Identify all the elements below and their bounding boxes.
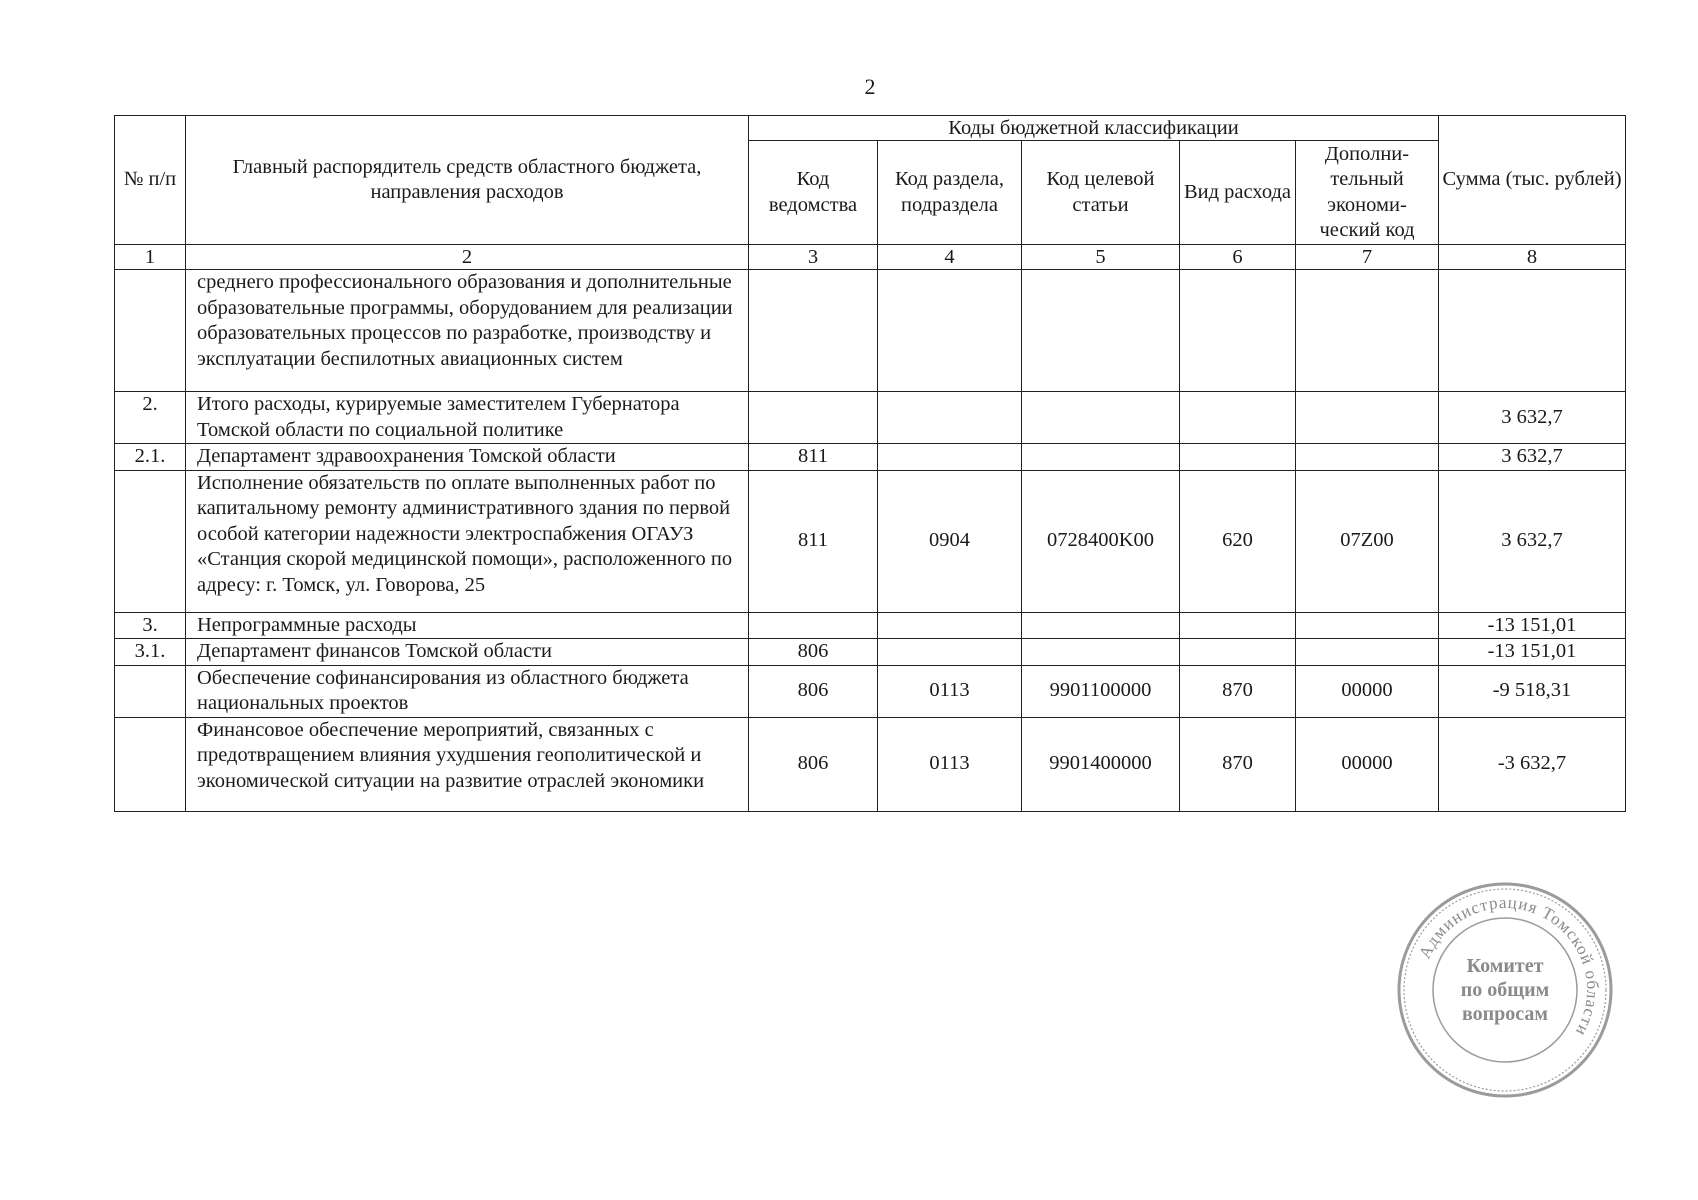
dop-code-cell: 00000 — [1296, 665, 1439, 717]
description-cell: Обеспечение софинансирования из областного бюджета национальных проектов — [186, 665, 749, 717]
stamp-outer-text: Администрация Томской области — [1415, 892, 1603, 1040]
table-row — [115, 717, 1626, 811]
column-number: 7 — [1296, 245, 1439, 270]
description-cell: Финансовое обеспечение мероприятий, связанных с предотвращением влияния ухудшения геополитической и экономической ситуации на развитие отраслей экономики — [186, 717, 749, 811]
dop-code-cell — [1296, 392, 1439, 444]
vid-code-cell — [1180, 392, 1296, 444]
cel-code-cell — [1022, 444, 1180, 471]
column-number: 8 — [1439, 245, 1626, 270]
cel-code-cell: 9901100000 — [1022, 665, 1180, 717]
sum-cell: 3 632,7 — [1439, 392, 1626, 444]
cel-code-cell — [1022, 270, 1180, 392]
dop-code-cell — [1296, 612, 1439, 639]
header-razdel: Код раздела, подраздела — [878, 141, 1022, 245]
cel-code-cell: 0728400K00 — [1022, 470, 1180, 612]
ved-code-cell — [749, 612, 878, 639]
description-cell: Исполнение обязательств по оплате выполненных работ по капитальному ремонту административного здания по первой особой категории надежности электроспабжения ОГАУЗ «Станция скорой медицинской помощи», расположенного по адресу: г. Томск, ул. Говорова, 25 — [186, 470, 749, 612]
description-cell: Итого расходы, курируемые заместителем Губернатора Томской области по социальной политике — [186, 392, 749, 444]
header-cel: Код целевой статьи — [1022, 141, 1180, 245]
cel-code-cell — [1022, 392, 1180, 444]
row-number-cell — [115, 717, 186, 811]
header-vid: Вид расхода — [1180, 141, 1296, 245]
vid-code-cell — [1180, 270, 1296, 392]
column-number: 1 — [115, 245, 186, 270]
budget-table — [114, 115, 1626, 812]
header-desc: Главный распорядитель средств областного бюджета, направления расходов — [186, 116, 749, 245]
ved-code-cell: 811 — [749, 470, 878, 612]
razdel-code-cell — [878, 392, 1022, 444]
sum-cell: 3 632,7 — [1439, 470, 1626, 612]
razdel-code-cell — [878, 639, 1022, 666]
column-number: 3 — [749, 245, 878, 270]
table-row — [115, 665, 1626, 717]
column-number: 6 — [1180, 245, 1296, 270]
header-dop: Дополни-тельный экономи-ческий код — [1296, 141, 1439, 245]
description-cell: среднего профессионального образования и дополнительные образовательные программы, оборудованием для реализации образовательных процессов по разработке, производству и эксплуатации беспилотных авиационных систем — [186, 270, 749, 392]
razdel-code-cell — [878, 612, 1022, 639]
row-number-cell — [115, 270, 186, 392]
ved-code-cell — [749, 392, 878, 444]
row-number-cell — [115, 665, 186, 717]
vid-code-cell: 620 — [1180, 470, 1296, 612]
description-cell: Департамент финансов Томской области — [186, 639, 749, 666]
ved-code-cell: 806 — [749, 665, 878, 717]
row-number-cell: 3.1. — [115, 639, 186, 666]
official-stamp — [1395, 880, 1615, 1100]
vid-code-cell: 870 — [1180, 717, 1296, 811]
header-group-codes: Коды бюджетной классификации — [749, 116, 1439, 141]
table-row — [115, 612, 1626, 639]
sum-cell: -13 151,01 — [1439, 639, 1626, 666]
sum-cell: -3 632,7 — [1439, 717, 1626, 811]
ved-code-cell: 811 — [749, 444, 878, 471]
row-number-cell: 3. — [115, 612, 186, 639]
table-row — [115, 444, 1626, 471]
dop-code-cell: 00000 — [1296, 717, 1439, 811]
ved-code-cell — [749, 270, 878, 392]
ved-code-cell: 806 — [749, 639, 878, 666]
razdel-code-cell — [878, 444, 1022, 471]
page-number: 2 — [864, 74, 876, 99]
sum-cell — [1439, 270, 1626, 392]
vid-code-cell: 870 — [1180, 665, 1296, 717]
sum-cell: -9 518,31 — [1439, 665, 1626, 717]
sum-cell: 3 632,7 — [1439, 444, 1626, 471]
vid-code-cell — [1180, 612, 1296, 639]
ved-code-cell: 806 — [749, 717, 878, 811]
vid-code-cell — [1180, 639, 1296, 666]
cel-code-cell — [1022, 612, 1180, 639]
stamp-inner-line: по общим — [1460, 979, 1550, 1001]
description-cell: Департамент здравоохранения Томской области — [186, 444, 749, 471]
sum-cell: -13 151,01 — [1439, 612, 1626, 639]
row-number-cell: 2.1. — [115, 444, 186, 471]
dop-code-cell: 07Z00 — [1296, 470, 1439, 612]
description-cell: Непрограммные расходы — [186, 612, 749, 639]
table-row — [115, 470, 1626, 612]
cel-code-cell — [1022, 639, 1180, 666]
stamp-inner-line: вопросам — [1461, 1003, 1549, 1025]
stamp-inner-line: Комитет — [1466, 955, 1544, 977]
row-number-cell: 2. — [115, 392, 186, 444]
dop-code-cell — [1296, 270, 1439, 392]
row-number-cell — [115, 470, 186, 612]
header-ved: Код ведомства — [749, 141, 878, 245]
cel-code-cell: 9901400000 — [1022, 717, 1180, 811]
header-sum: Сумма (тыс. рублей) — [1439, 116, 1626, 245]
razdel-code-cell: 0113 — [878, 665, 1022, 717]
razdel-code-cell: 0904 — [878, 470, 1022, 612]
column-number: 4 — [878, 245, 1022, 270]
column-number: 5 — [1022, 245, 1180, 270]
header-row-group — [115, 116, 1626, 141]
table-row — [115, 639, 1626, 666]
dop-code-cell — [1296, 444, 1439, 471]
razdel-code-cell: 0113 — [878, 717, 1022, 811]
vid-code-cell — [1180, 444, 1296, 471]
column-numbers-row — [115, 245, 1626, 270]
dop-code-cell — [1296, 639, 1439, 666]
table-row — [115, 270, 1626, 392]
header-num: № п/п — [115, 116, 186, 245]
razdel-code-cell — [878, 270, 1022, 392]
table-row — [115, 392, 1626, 444]
column-number: 2 — [186, 245, 749, 270]
